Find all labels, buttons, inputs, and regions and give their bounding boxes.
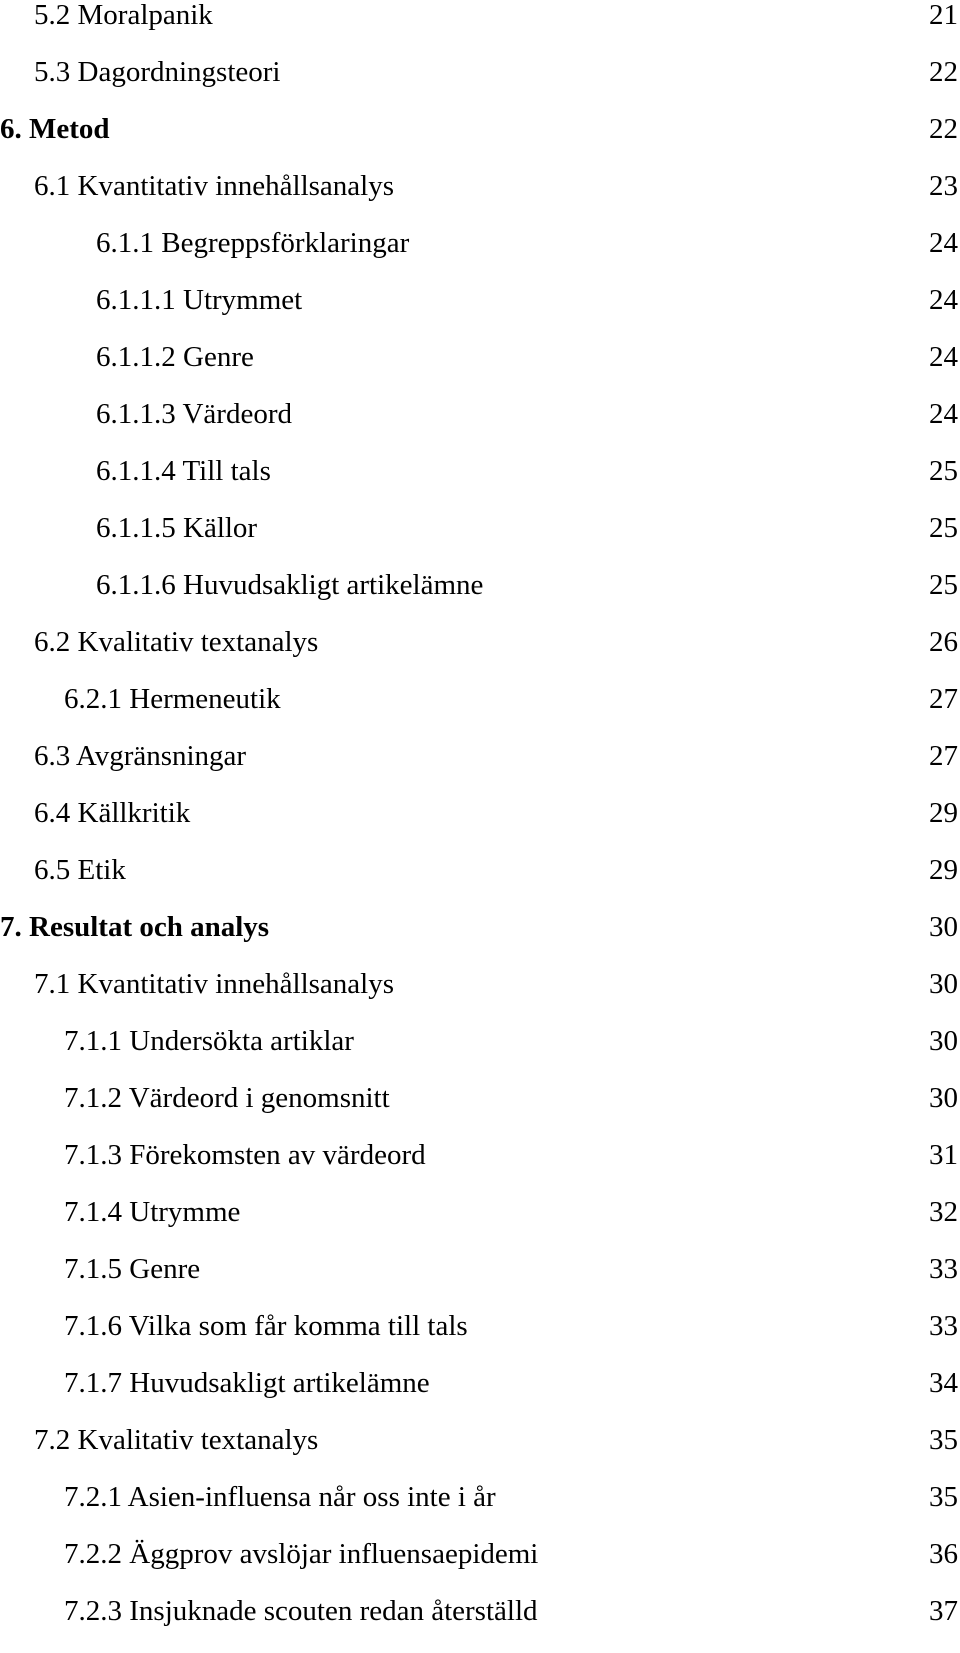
toc-entry-page: 34 [929, 1367, 958, 1399]
toc-entry-5-2 [0, 0, 960, 57]
toc-entry-7 [0, 912, 960, 969]
toc-entry-6-1 [0, 171, 960, 228]
toc-entry-page: 30 [929, 1082, 958, 1114]
toc-entry-page: 26 [929, 626, 958, 658]
toc-entry-label: 7.1.2 Värdeord i genomsnitt [64, 1082, 390, 1114]
toc-entry-page: 25 [929, 569, 958, 601]
toc-entry-label: 7.1 Kvantitativ innehållsanalys [34, 968, 395, 1000]
toc-entry-7-1-7 [0, 1368, 960, 1425]
toc-entry-page: 24 [929, 284, 958, 316]
toc-entry-label: 6. Metod [0, 113, 110, 145]
toc-entry-6-1-1-2 [0, 342, 960, 399]
toc-entry-6-2-1 [0, 684, 960, 741]
toc-entry-7-1 [0, 969, 960, 1026]
toc-entry-label: 7.1.7 Huvudsakligt artikelämne [64, 1367, 430, 1399]
toc-entry-6-1-1-6 [0, 570, 960, 627]
toc-entry-6-4 [0, 798, 960, 855]
toc-entry-page: 30 [929, 968, 958, 1000]
toc-entry-label: 7.2.1 Asien-influensa når oss inte i år [64, 1481, 496, 1513]
toc-entry-label: 6.4 Källkritik [34, 797, 191, 829]
toc-entry-label: 5.2 Moralpanik [34, 0, 213, 31]
toc-entry-page: 23 [929, 170, 958, 202]
toc-entry-6 [0, 114, 960, 171]
toc-entry-page: 22 [929, 113, 958, 145]
toc-entry-label: 7.1.4 Utrymme [64, 1196, 241, 1228]
toc-entry-page: 33 [929, 1310, 958, 1342]
toc-entry-page: 35 [929, 1424, 958, 1456]
toc-entry-7-1-5 [0, 1254, 960, 1311]
toc-entry-page: 37 [929, 1595, 958, 1627]
toc-entry-label: 6.1.1.6 Huvudsakligt artikelämne [96, 569, 484, 601]
toc-entry-page: 24 [929, 341, 958, 373]
toc-entry-page: 30 [929, 911, 958, 943]
toc-entry-page: 33 [929, 1253, 958, 1285]
toc-entry-label: 7.1.3 Förekomsten av värdeord [64, 1139, 426, 1171]
toc-entry-6-1-1-4 [0, 456, 960, 513]
toc-entry-6-1-1-5 [0, 513, 960, 570]
toc-entry-7-1-6 [0, 1311, 960, 1368]
toc-entry-label: 6.1.1.5 Källor [96, 512, 258, 544]
toc-entry-7-2 [0, 1425, 960, 1482]
toc-entry-5-3 [0, 57, 960, 114]
toc-entry-7-1-2 [0, 1083, 960, 1140]
toc-entry-6-1-1 [0, 228, 960, 285]
toc-entry-page: 24 [929, 398, 958, 430]
toc-entry-label: 7.1.5 Genre [64, 1253, 201, 1285]
toc-entry-label: 5.3 Dagordningsteori [34, 56, 281, 88]
toc-entry-page: 35 [929, 1481, 958, 1513]
toc-entry-label: 7.1.6 Vilka som får komma till tals [64, 1310, 468, 1342]
toc-entry-6-2 [0, 627, 960, 684]
toc-entry-page: 27 [929, 740, 958, 772]
toc-entry-label: 6.2 Kvalitativ textanalys [34, 626, 319, 658]
toc-entry-label: 6.1.1.4 Till tals [96, 455, 271, 487]
toc-entry-page: 27 [929, 683, 958, 715]
toc-entry-page: 30 [929, 1025, 958, 1057]
toc-entry-page: 29 [929, 854, 958, 886]
toc-entry-label: 7. Resultat och analys [0, 911, 270, 943]
toc-entry-label: 7.2 Kvalitativ textanalys [34, 1424, 319, 1456]
toc-entry-label: 6.1.1.2 Genre [96, 341, 254, 373]
toc-entry-label: 6.1 Kvantitativ innehållsanalys [34, 170, 395, 202]
toc-entry-label: 7.2.2 Äggprov avslöjar influensaepidemi [64, 1538, 539, 1570]
toc-entry-7-1-1 [0, 1026, 960, 1083]
toc-entry-page: 29 [929, 797, 958, 829]
toc-entry-page: 31 [929, 1139, 958, 1171]
toc-entry-page: 25 [929, 512, 958, 544]
toc-entry-7-1-4 [0, 1197, 960, 1254]
toc-entry-page: 21 [929, 0, 958, 31]
toc-entry-page: 32 [929, 1196, 958, 1228]
toc-entry-label: 6.1.1.3 Värdeord [96, 398, 292, 430]
toc-entry-label: 7.2.3 Insjuknade scouten redan återställd [64, 1595, 538, 1627]
toc-entry-label: 6.3 Avgränsningar [34, 740, 247, 772]
toc-entry-page: 36 [929, 1538, 958, 1570]
toc-entry-page: 24 [929, 227, 958, 259]
toc-entry-label: 6.1.1 Begreppsförklaringar [96, 227, 410, 259]
toc-entry-label: 6.1.1.1 Utrymmet [96, 284, 303, 316]
toc-entry-6-3 [0, 741, 960, 798]
toc-entry-label: 6.2.1 Hermeneutik [64, 683, 281, 715]
toc-entry-label: 6.5 Etik [34, 854, 126, 886]
toc-entry-7-2-2 [0, 1539, 960, 1596]
toc-entry-7-2-3 [0, 1596, 960, 1653]
toc-entry-page: 25 [929, 455, 958, 487]
toc-entry-6-5 [0, 855, 960, 912]
toc-entry-page: 22 [929, 56, 958, 88]
toc-entry-7-2-1 [0, 1482, 960, 1539]
toc-entry-label: 7.1.1 Undersökta artiklar [64, 1025, 354, 1057]
toc-entry-7-1-3 [0, 1140, 960, 1197]
toc-entry-6-1-1-3 [0, 399, 960, 456]
toc-entry-6-1-1-1 [0, 285, 960, 342]
